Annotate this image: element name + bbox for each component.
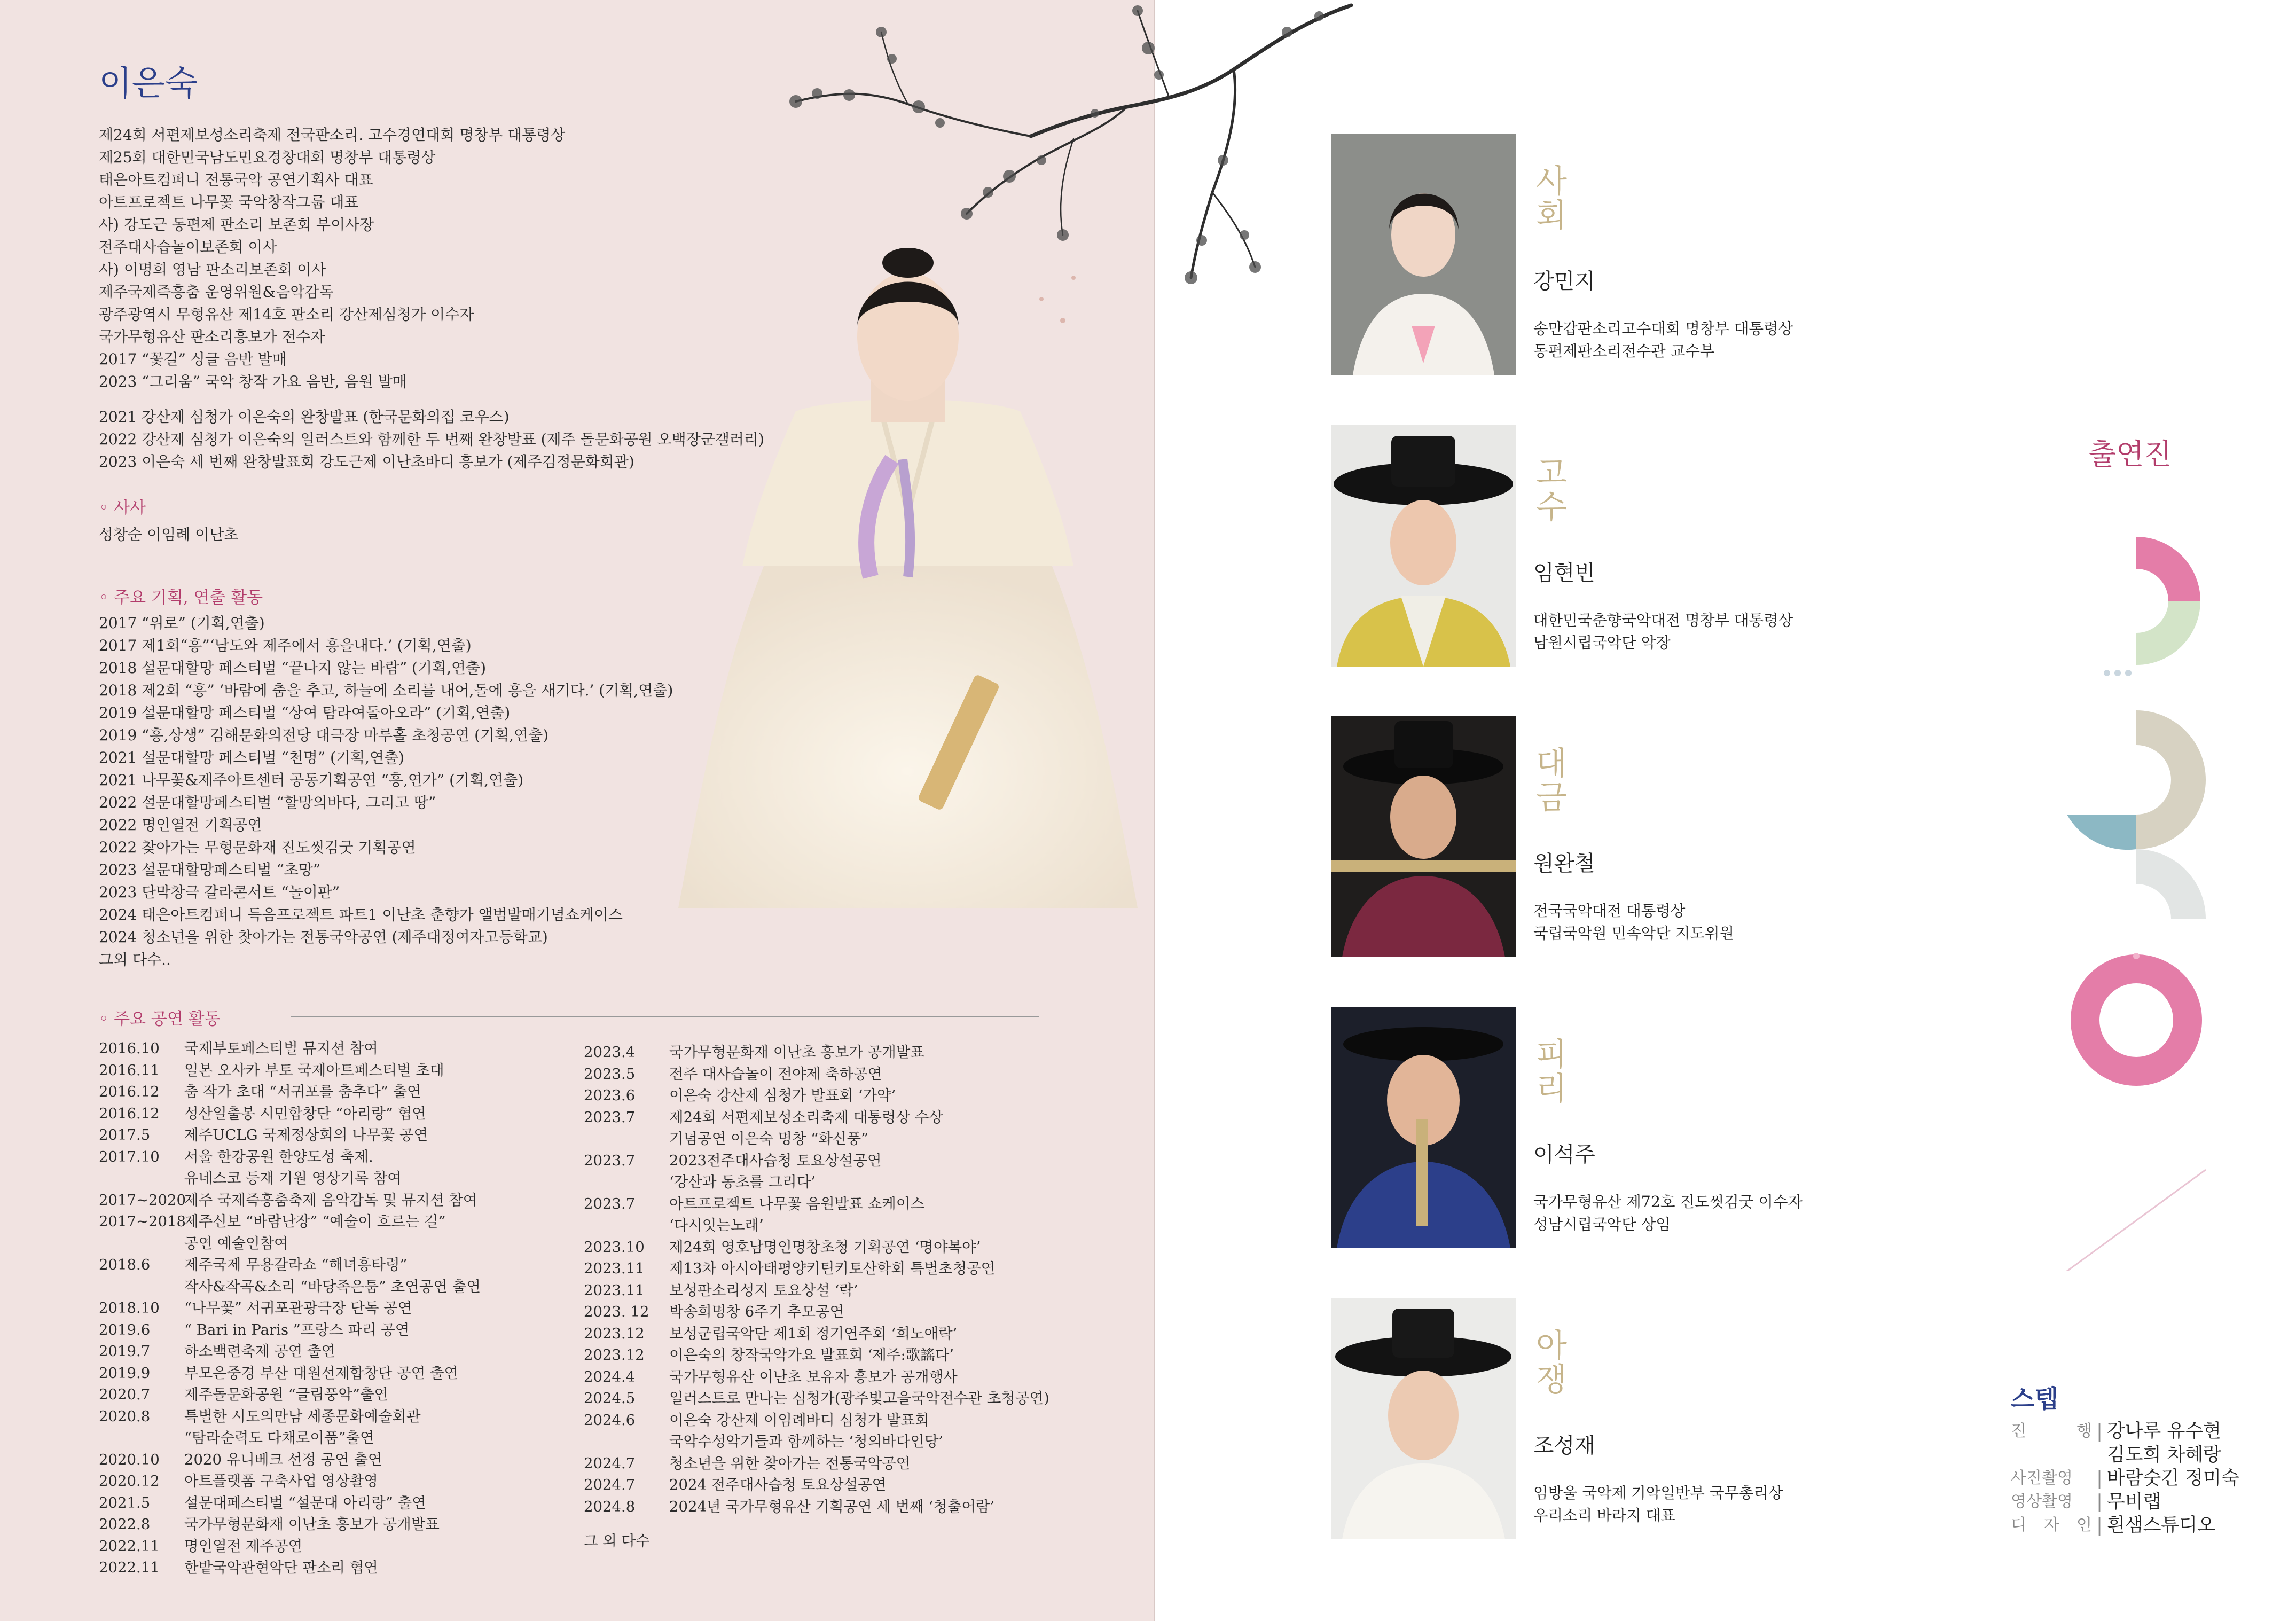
performance-event: 보성군립국악단 제1회 정기연주회 ‘희노애락’ (669, 1325, 958, 1342)
staff-separator: | (2096, 1468, 2103, 1489)
performance-event: 2023전주대사습청 토요상설공연 (669, 1152, 882, 1169)
performance-date: 2023.11 (584, 1260, 645, 1277)
cast-photo (1331, 425, 1516, 667)
performance-row (99, 1427, 481, 1449)
performance-event: 유네스코 등재 기원 영상기록 참여 (184, 1170, 402, 1187)
performance-heading: ◦ 주요 공연 활동 (99, 1009, 221, 1029)
cast-card-daegeum (1331, 716, 1812, 957)
performance-date: 2023.5 (584, 1065, 636, 1083)
performance-date (584, 1431, 669, 1453)
performance-row (99, 1362, 481, 1384)
staff-value: 흰샘스튜디오 (2107, 1515, 2215, 1536)
performance-date (99, 1276, 184, 1298)
performance-row (584, 1150, 1049, 1172)
performance-row (99, 1492, 481, 1514)
staff-label: 사진촬영 (2011, 1469, 2073, 1487)
performance-event: ‘다시잇는노래’ (669, 1217, 764, 1234)
performance-event: “ Bari in Paris ”프랑스 파리 공연 (184, 1321, 410, 1338)
decorative-arcs (2056, 534, 2232, 1271)
performance-event: 아트플랫폼 구축사업 영상촬영 (184, 1473, 378, 1490)
cast-photo (1331, 1007, 1516, 1248)
planning-item: 2021 나무꽃&제주아트센터 공동기획공연 “흥,연가” (기획,연출) (99, 771, 524, 789)
staff-value: 무비랩 (2107, 1491, 2161, 1513)
staff-value: 강나루 유수현 (2107, 1421, 2221, 1442)
performance-row (99, 1449, 481, 1471)
performance-date: 2023.12 (584, 1346, 645, 1364)
performance-event: 청소년을 위한 찾아가는 전통국악공연 (669, 1454, 911, 1472)
performance-event: 국제부토페스티벌 뮤지션 참여 (184, 1040, 378, 1057)
performance-date: 2023.6 (584, 1087, 636, 1104)
performance-row (584, 1236, 1049, 1258)
credit-item: 제25회 대한민국남도민요경창대회 명창부 대통령상 (99, 148, 436, 166)
performance-row (99, 1406, 481, 1428)
planning-item: 2023 설문대할망페스티벌 “초망” (99, 861, 321, 879)
performance-date: 2020.8 (99, 1407, 151, 1425)
performance-row (99, 1124, 481, 1146)
cast-description (1533, 609, 1793, 654)
performance-row (99, 1276, 481, 1298)
performance-row (584, 1128, 1049, 1150)
cast-photo (1331, 134, 1516, 375)
performance-event: 이은숙의 창작국악가요 발표회 ‘제주:歌謠다’ (669, 1346, 954, 1364)
performance-event: 국악수성악기들과 함께하는 ‘청의바다인당’ (669, 1433, 944, 1450)
performance-row (99, 1319, 481, 1341)
performance-date: 2023.7 (584, 1195, 636, 1212)
performance-event: 아트프로젝트 나무꽃 음원발표 쇼케이스 (669, 1195, 924, 1212)
staff-value: 바람숫긴 정미숙 (2107, 1468, 2239, 1489)
performance-event: 국가무형문화재 이난초 흥보가 공개발표 (669, 1044, 924, 1061)
planning-item: 2019 설문대할망 페스티벌 “상여 탐라여돌아오라” (기획,연출) (99, 704, 511, 722)
planning-item: 2022 명인열전 기획공연 (99, 816, 262, 834)
planning-heading: ◦ 주요 기획, 연출 활동 (99, 588, 263, 607)
recital-item: 2023 이은숙 세 번째 완창발표회 강도근제 이난초바디 흥보가 (제주김정문화회관) (99, 453, 634, 471)
performance-date: 2024.8 (584, 1498, 636, 1515)
credit-item: 태은아트컴퍼니 전통국악 공연기획사 대표 (99, 171, 373, 189)
performance-date: 2019.9 (99, 1364, 151, 1382)
planning-item: 2024 청소년을 위한 찾아가는 전통국악공연 (제주대정여자고등학교) (99, 928, 548, 946)
cast-name: 이석주 (1533, 1142, 1595, 1167)
performance-date: 2023.11 (584, 1281, 645, 1299)
planning-item: 2017 “위로” (기획,연출) (99, 614, 265, 632)
credit-item: 제주국제즉흥춤 운영위원&음악감독 (99, 283, 334, 301)
staff-row (2011, 1420, 2239, 1443)
performance-date: 2016.12 (99, 1083, 160, 1100)
planning-item: 2022 설문대할망페스티벌 “할망의바다, 그리고 땅” (99, 794, 436, 811)
performance-date: 2020.12 (99, 1473, 160, 1490)
performance-event: 한밭국악관현악단 판소리 협연 (184, 1559, 378, 1576)
credit-item: 제24회 서편제보성소리축제 전국판소리. 고수경연대회 명창부 대통령상 (99, 126, 566, 144)
cast-description (1533, 318, 1793, 363)
performance-event: 제24회 영호남명인명창초청 기획공연 ‘명야복야’ (669, 1238, 981, 1256)
performance-event: 보성판소리성지 토요상설 ‘락’ (669, 1281, 858, 1299)
performance-row (584, 1323, 1049, 1345)
performance-date: 2018.6 (99, 1256, 151, 1273)
staff-separator (2092, 1443, 2107, 1467)
performance-date: 2024.4 (584, 1368, 636, 1385)
performance-event: 전주 대사습놀이 전야제 축하공연 (669, 1065, 882, 1083)
performance-event: ‘강산과 동초를 그리다’ (669, 1173, 816, 1191)
cast-description-line: 남원시립국악단 악장 (1533, 634, 1671, 652)
staff-row (2011, 1514, 2239, 1537)
performance-date: 2023.12 (584, 1325, 645, 1342)
performance-row (584, 1366, 1049, 1388)
performance-row (99, 1103, 481, 1125)
staff-separator: | (2096, 1491, 2103, 1513)
performance-row (99, 1557, 481, 1579)
performance-date: 2022.8 (99, 1516, 151, 1533)
performance-date: 2016.11 (99, 1061, 160, 1079)
teachers-heading: ◦ 사사 (99, 498, 146, 518)
performance-event: 제주국제 무용갈라쇼 “해녀흥타령” (184, 1256, 408, 1273)
performance-row (584, 1388, 1049, 1409)
performance-event: 작사&작곡&소리 “바당족은툼” 초연공연 출연 (184, 1278, 481, 1295)
planning-item: 2019 “흥,상생” 김해문화의전당 대극장 마루홀 초청공연 (기획,연출) (99, 726, 549, 744)
cast-role: 대금 (1536, 745, 1567, 817)
performance-row (584, 1474, 1049, 1496)
cast-description-line: 송만갑판소리고수대회 명창부 대통령상 (1533, 320, 1793, 338)
performance-row (584, 1280, 1049, 1302)
performance-row (99, 1081, 481, 1103)
performance-divider (291, 1016, 1039, 1017)
performance-row (99, 1146, 481, 1168)
cast-photo-art (1331, 1298, 1516, 1539)
performance-date (99, 1427, 184, 1449)
performance-row (99, 1470, 481, 1492)
performance-event: 제주신보 “바람난장” “예술이 흐르는 길” (184, 1213, 446, 1230)
cast-description-line: 임방울 국악제 기악일반부 국무총리상 (1533, 1484, 1783, 1502)
performance-event: 2024년 국가무형유산 기획공연 세 번째 ‘청출어람’ (669, 1498, 995, 1515)
performance-date: 2024.7 (584, 1454, 636, 1472)
performance-event: 춤 작가 초대 “서귀포를 춤추다” 출연 (184, 1083, 421, 1100)
performance-date: 2017.10 (99, 1148, 160, 1165)
performance-row (584, 1453, 1049, 1475)
performance-row (584, 1431, 1049, 1453)
performance-event: 성산일출봉 시민합창단 “아리랑” 협연 (184, 1105, 426, 1122)
performance-event: 부모은중경 부산 대원선제합창단 공연 출연 (184, 1364, 459, 1382)
performance-date (584, 1128, 669, 1150)
performance-date: 2023. 12 (584, 1303, 649, 1320)
performance-list-right (584, 1041, 1049, 1517)
cast-card-drummer (1331, 425, 1812, 667)
performance-date: 2019.6 (99, 1321, 151, 1338)
performance-event: 제주 국제즉흥춤축제 음악감독 및 뮤지션 참여 (184, 1191, 477, 1209)
performance-row (584, 1041, 1049, 1063)
recitals-list (99, 406, 764, 473)
performance-event: 명인열전 제주공연 (184, 1537, 303, 1555)
credit-item: 2023 “그리움” 국악 창작 가요 음반, 음원 발매 (99, 373, 407, 390)
performance-event: 서울 한강공원 한양도성 축제. (184, 1148, 373, 1165)
planning-list (99, 612, 673, 971)
performance-event: 국가무형유산 이난초 보유자 흥보가 공개행사 (669, 1368, 958, 1385)
performance-row (99, 1341, 481, 1362)
performance-date: 2017~2020 (99, 1191, 186, 1209)
credit-item: 2017 “꽃길” 싱글 음반 발매 (99, 350, 287, 368)
cast-card-host (1331, 134, 1812, 375)
staff-separator: | (2096, 1515, 2103, 1536)
performance-event: 국가무형문화재 이난초 흥보가 공개발표 (184, 1516, 440, 1533)
staff-list (2011, 1420, 2239, 1537)
cast-photo (1331, 1298, 1516, 1539)
cast-photo-art (1331, 134, 1516, 375)
performance-event: 이은숙 강산제 이임례바디 심청가 발표회 (669, 1411, 929, 1429)
credits-list (99, 124, 565, 393)
cast-card-ajaeng (1331, 1298, 1812, 1539)
planning-item: 2024 태은아트컴퍼니 득음프로젝트 파트1 이난초 춘향가 앨범발매기념쇼케이스 (99, 906, 623, 923)
performance-row (584, 1496, 1049, 1518)
performance-date: 2017.5 (99, 1126, 151, 1144)
cast-description-line: 우리소리 바라지 대표 (1533, 1507, 1675, 1524)
cast-photo-art (1331, 716, 1516, 957)
performance-date: 2023.10 (584, 1238, 645, 1256)
performance-date: 2023.7 (584, 1108, 636, 1126)
performance-row (99, 1211, 481, 1233)
cast-photo-art (1331, 425, 1516, 667)
planning-item: 2023 단막창극 갈라콘서트 “놀이판” (99, 883, 340, 901)
performance-date: 2023.7 (584, 1152, 636, 1169)
performance-date: 2016.12 (99, 1105, 160, 1122)
performance-row (584, 1215, 1049, 1236)
performance-row (584, 1063, 1049, 1085)
performance-date (584, 1171, 669, 1193)
performance-date (99, 1168, 184, 1189)
cast-name: 임현빈 (1533, 561, 1595, 585)
performance-row (99, 1254, 481, 1276)
performance-date: 2018.10 (99, 1299, 160, 1317)
cast-description-line: 대한민국춘향국악대전 명창부 대통령상 (1533, 612, 1793, 629)
performance-row (99, 1060, 481, 1082)
cast-description-line: 국가무형유산 제72호 진도씻김굿 이수자 (1533, 1193, 1803, 1211)
performer-name: 이은숙 (99, 64, 198, 104)
credit-item: 사) 이명희 영남 판소리보존회 이사 (99, 261, 326, 278)
staff-separator: | (2096, 1421, 2103, 1442)
cast-description-line: 국립국악원 민속악단 지도위원 (1533, 925, 1735, 942)
performance-row (584, 1085, 1049, 1107)
planning-item: 2017 제1회“흥”‘남도와 제주에서 흥을내다.’ (기획,연출) (99, 637, 472, 654)
staff-label: 디 자 인 (2011, 1516, 2092, 1534)
performance-event: 2024 전주대사습청 토요상설공연 (669, 1476, 887, 1493)
cast-role: 고수 (1536, 455, 1567, 526)
performance-event: 일러스트로 만나는 심청가(광주빛고을국악전수관 초청공연) (669, 1390, 1049, 1407)
cast-description (1533, 900, 1734, 945)
performance-date (584, 1215, 669, 1236)
cast-role: 아쟁 (1536, 1327, 1567, 1399)
performance-row (584, 1301, 1049, 1323)
staff-value: 김도희 차혜랑 (2107, 1444, 2221, 1466)
cast-card-piri (1331, 1007, 1812, 1248)
performance-event: 이은숙 강산제 심청가 발표회 ‘가약’ (669, 1087, 896, 1104)
staff-label: 진 행 (2011, 1422, 2092, 1440)
credit-item: 국가무형유산 판소리흥보가 전수자 (99, 328, 325, 346)
performance-row (99, 1536, 481, 1557)
performance-row (99, 1189, 481, 1211)
performer-portrait (657, 235, 1164, 940)
cast-description-line: 성남시립국악단 상임 (1533, 1216, 1671, 1233)
performance-row (584, 1193, 1049, 1215)
cast-role: 사회 (1536, 163, 1567, 234)
performance-event: 설문대페스티벌 “설문대 아리랑” 출연 (184, 1494, 426, 1512)
planning-item: 2018 제2회 “흥” ‘바람에 춤을 추고, 하늘에 소리를 내어,돌에 흥을 새기다.’ (기획,연출) (99, 682, 673, 699)
performance-row (99, 1384, 481, 1406)
performance-date: 2023.4 (584, 1044, 636, 1061)
recital-item: 2022 강산제 심청가 이은숙의 일러스트와 함께한 두 번째 완창발표 (제주 돌문화공원 오백장군갤러리) (99, 430, 764, 448)
others-note: 그 외 다수 (584, 1532, 650, 1549)
performance-date: 2024.6 (584, 1411, 636, 1429)
credit-item: 사) 강도근 동편제 판소리 보존회 부이사장 (99, 216, 374, 233)
credit-item: 아트프로젝트 나무꽃 국악창작그룹 대표 (99, 193, 359, 211)
credit-item: 전주대사습놀이보존회 이사 (99, 238, 277, 256)
staff-label (2011, 1443, 2092, 1467)
performance-event: 2020 유니베크 선정 공연 출연 (184, 1451, 382, 1468)
performance-date: 2020.7 (99, 1386, 151, 1403)
performance-row (99, 1168, 481, 1189)
performance-event: “탐라순력도 다채로이품”출연 (184, 1429, 374, 1446)
staff-title: 스텝 (2011, 1384, 2058, 1413)
performance-date: 2022.11 (99, 1537, 160, 1555)
performance-date: 2017~2018 (99, 1213, 186, 1230)
performance-event: 제13차 아시아태평양키틴키토산학회 특별초청공연 (669, 1260, 996, 1277)
staff-row (2011, 1490, 2239, 1514)
planning-item: 그외 다수.. (99, 951, 171, 968)
performance-event: 하소백련축제 공연 출연 (184, 1343, 336, 1360)
staff-row (2011, 1467, 2239, 1490)
performance-event: 제주UCLG 국제정상회의 나무꽃 공연 (184, 1126, 428, 1144)
cast-description-line: 전국국악대전 대통령상 (1533, 902, 1686, 920)
performance-event: 기념공연 이은숙 명창 “화신풍” (669, 1130, 869, 1147)
performance-date: 2016.10 (99, 1040, 160, 1057)
performance-row (584, 1258, 1049, 1280)
cast-description (1533, 1482, 1783, 1527)
performance-row (99, 1297, 481, 1319)
performance-row (584, 1171, 1049, 1193)
performance-row (584, 1409, 1049, 1431)
performance-list-left (99, 1038, 481, 1579)
planning-item: 2021 설문대할망 페스티벌 “천명” (기획,연출) (99, 749, 404, 766)
performance-date: 2019.7 (99, 1343, 151, 1360)
performance-row (99, 1233, 481, 1255)
planning-item: 2018 설문대할망 페스티벌 “끝나지 않는 바람” (기획,연출) (99, 659, 486, 677)
performance-event: 제주돌문화공원 “글림풍악”출연 (184, 1386, 389, 1403)
performance-date: 2024.7 (584, 1476, 636, 1493)
cast-name: 조성재 (1533, 1434, 1595, 1458)
staff-row (2011, 1443, 2239, 1467)
performance-event: “나무꽃” 서귀포관광극장 단독 공연 (184, 1299, 412, 1317)
performance-date: 2022.11 (99, 1559, 160, 1576)
performance-row (584, 1344, 1049, 1366)
performance-date: 2020.10 (99, 1451, 160, 1468)
performance-event: 공연 예술인참여 (184, 1234, 288, 1252)
teachers-text: 성창순 이임례 이난초 (99, 526, 239, 543)
performance-row (99, 1514, 481, 1536)
performance-event: 제24회 서편제보성소리축제 대통령상 수상 (669, 1108, 943, 1126)
cast-photo (1331, 716, 1516, 957)
cast-description-line: 동편제판소리전수관 교수부 (1533, 342, 1715, 360)
performance-event: 일본 오사카 부토 국제아트페스티벌 초대 (184, 1061, 444, 1079)
staff-label: 영상촬영 (2011, 1492, 2073, 1511)
cast-description (1533, 1191, 1803, 1236)
cast-name: 강민지 (1533, 269, 1595, 294)
cast-role: 피리 (1536, 1036, 1567, 1108)
cast-photo-art (1331, 1007, 1516, 1248)
planning-item: 2022 찾아가는 무형문화재 진도씻김굿 기획공연 (99, 839, 416, 856)
cast-title: 출연진 (2088, 437, 2172, 471)
performance-row (99, 1038, 481, 1060)
performance-date: 2021.5 (99, 1494, 151, 1512)
performance-date (99, 1233, 184, 1255)
performance-event: 박송희명창 6주기 추모공연 (669, 1303, 844, 1320)
credit-item: 광주광역시 무형유산 제14호 판소리 강산제심청가 이수자 (99, 306, 474, 323)
performance-date: 2024.5 (584, 1390, 636, 1407)
recital-item: 2021 강산제 심청가 이은숙의 완창발표 (한국문화의집 코우스) (99, 408, 510, 426)
cast-name: 원완철 (1533, 851, 1595, 876)
performance-event: 특별한 시도의만남 세종문화예술회관 (184, 1407, 421, 1425)
performance-row (584, 1107, 1049, 1129)
